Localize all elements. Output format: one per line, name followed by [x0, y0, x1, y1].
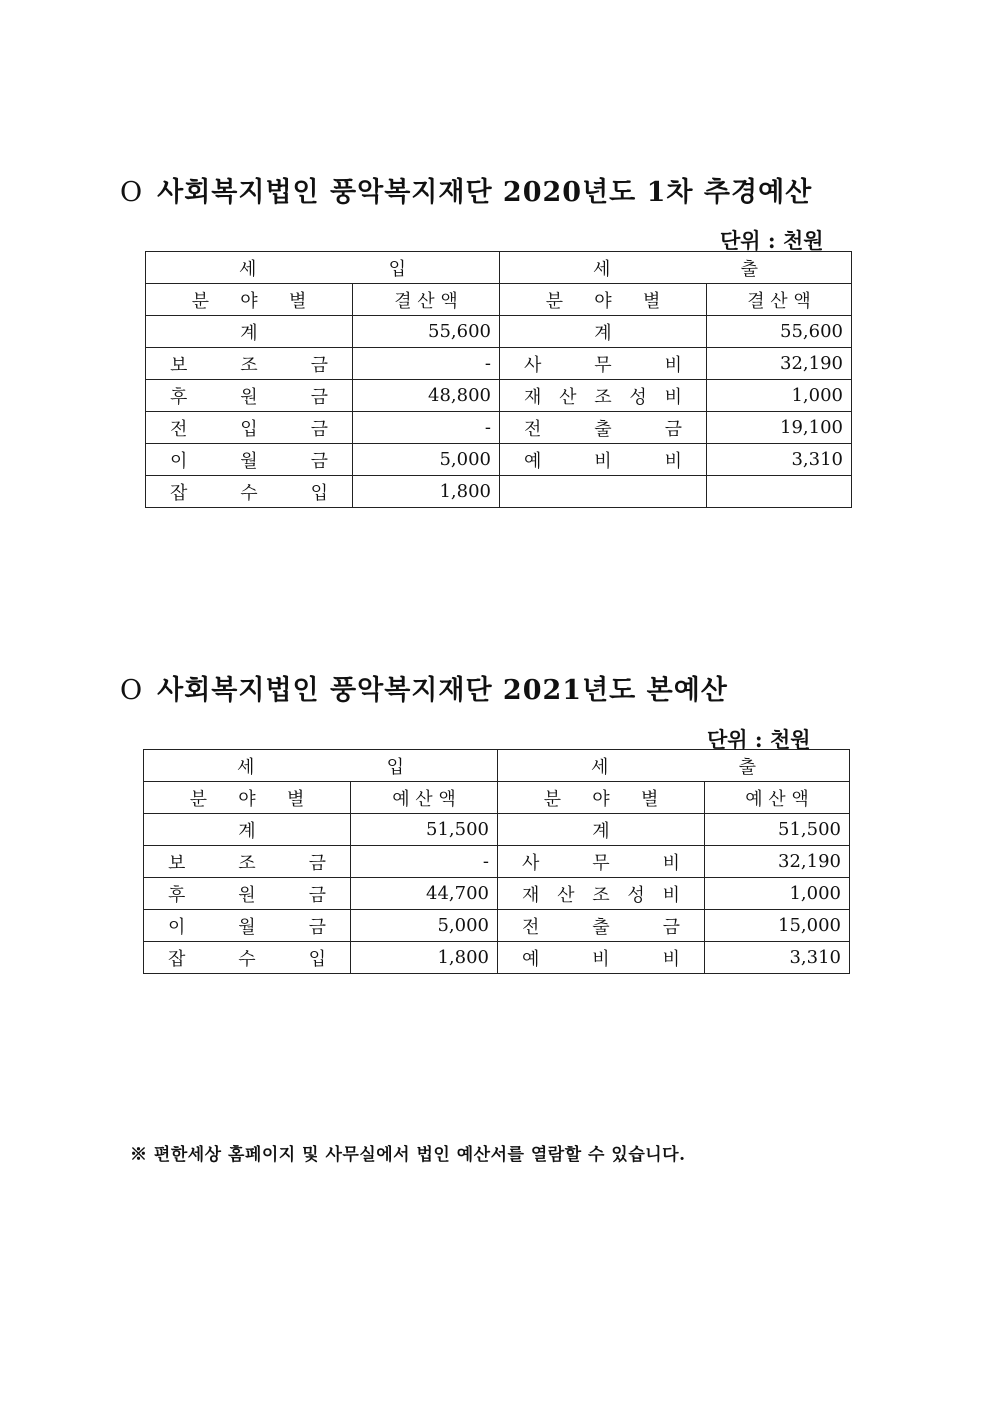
income-label-text	[152, 849, 342, 875]
income-label-char: 금	[310, 450, 328, 472]
income-label	[144, 942, 351, 974]
expense-label-char: 예	[522, 948, 540, 970]
expense-label-text	[506, 945, 696, 971]
header-income-char: 입	[388, 258, 406, 280]
income-label-char: 금	[308, 852, 326, 874]
total-row	[146, 316, 852, 348]
income-label-text	[152, 881, 342, 907]
total-income-value: 55,600	[353, 316, 500, 348]
income-label	[144, 910, 351, 942]
income-label-char: 이	[170, 450, 188, 472]
subheader-income-field-char: 별	[288, 290, 307, 312]
header-row	[146, 252, 852, 284]
header-income	[146, 252, 500, 284]
section1-budget-table	[145, 251, 852, 508]
subheader-expense-field-char: 야	[594, 290, 612, 312]
expense-value: 1,000	[705, 878, 850, 910]
expense-value: 32,190	[705, 846, 850, 878]
expense-label	[500, 380, 707, 412]
income-label-text	[154, 479, 344, 505]
income-label	[146, 444, 353, 476]
subheader-income-amount: 예 산 액	[351, 782, 498, 814]
subheader-expense-field-char: 별	[640, 788, 659, 810]
subheader-expense-amount: 결 산 액	[707, 284, 852, 316]
header-income	[144, 750, 498, 782]
income-label-char: 월	[238, 916, 256, 938]
header-expense-text	[508, 255, 843, 281]
income-label-char: 잡	[168, 948, 186, 970]
expense-label-char: 성	[629, 386, 647, 408]
income-label	[146, 476, 353, 508]
subheader-expense-amount: 예 산 액	[705, 782, 850, 814]
income-label-char: 금	[310, 386, 328, 408]
circle-bullet-icon: O	[120, 675, 144, 706]
subheader-income-field-char: 야	[238, 788, 256, 810]
total-income-label: 계	[146, 316, 353, 348]
header-expense	[500, 252, 852, 284]
header-income-char: 입	[386, 756, 404, 778]
subheader-income-field-char: 분	[191, 290, 210, 312]
income-label-char: 입	[310, 482, 328, 504]
subheader-income-field-text	[154, 287, 344, 313]
expense-label	[500, 444, 707, 476]
expense-label-char: 출	[592, 916, 610, 938]
section2-budget-table	[143, 749, 850, 974]
expense-value: 3,310	[705, 942, 850, 974]
footnote: ※ 편한세상 홈페이지 및 사무실에서 법인 예산서를 열람할 수 있습니다.	[130, 1145, 686, 1165]
income-label	[146, 380, 353, 412]
total-expense-value: 55,600	[707, 316, 852, 348]
expense-label-char: 비	[662, 852, 680, 874]
header-income-char: 세	[239, 258, 257, 280]
expense-label-char: 예	[524, 450, 542, 472]
income-value: -	[353, 412, 500, 444]
table-row	[144, 910, 850, 942]
subheader-income-field	[144, 782, 351, 814]
section1-title-text: 사회복지법인 풍악복지재단 2020년도 1차 추경예산	[157, 177, 813, 208]
income-label-char: 보	[170, 354, 188, 376]
table-row	[146, 380, 852, 412]
header-expense-text	[506, 753, 841, 779]
expense-label-char: 금	[662, 916, 680, 938]
header-expense	[498, 750, 850, 782]
expense-label	[498, 910, 705, 942]
income-label	[146, 348, 353, 380]
expense-value: 19,100	[707, 412, 852, 444]
income-label	[144, 878, 351, 910]
income-label-char: 잡	[170, 482, 188, 504]
expense-value	[707, 476, 852, 508]
subheader-income-field-char: 별	[286, 788, 305, 810]
income-label-text	[154, 383, 344, 409]
expense-label-char: 전	[524, 418, 542, 440]
income-value: 5,000	[351, 910, 498, 942]
expense-label	[500, 348, 707, 380]
subheader-expense-field-char: 분	[543, 788, 562, 810]
table-row	[144, 846, 850, 878]
expense-label-char: 조	[592, 884, 610, 906]
expense-value: 32,190	[707, 348, 852, 380]
expense-label-text	[506, 913, 696, 939]
subheader-expense-field	[498, 782, 705, 814]
circle-bullet-icon: O	[120, 177, 144, 208]
income-label-char: 전	[170, 418, 188, 440]
subheader-row	[146, 284, 852, 316]
expense-label	[498, 878, 705, 910]
total-expense-label: 계	[500, 316, 707, 348]
income-label-text	[154, 351, 344, 377]
income-label-char: 입	[308, 948, 326, 970]
income-label-char: 금	[310, 354, 328, 376]
income-label-char: 원	[240, 386, 258, 408]
total-row	[144, 814, 850, 846]
expense-label	[498, 846, 705, 878]
header-income-text	[152, 753, 489, 779]
income-label-char: 금	[310, 418, 328, 440]
table-row	[144, 942, 850, 974]
expense-label-char: 무	[592, 852, 610, 874]
table-row	[146, 476, 852, 508]
table-row	[146, 412, 852, 444]
income-label	[146, 412, 353, 444]
expense-label-char: 산	[557, 884, 575, 906]
income-value: 1,800	[353, 476, 500, 508]
total-income-label: 계	[144, 814, 351, 846]
income-label-char: 입	[240, 418, 258, 440]
subheader-expense-field-char: 별	[642, 290, 661, 312]
income-label-char: 원	[238, 884, 256, 906]
expense-value: 3,310	[707, 444, 852, 476]
income-label-text	[154, 447, 344, 473]
expense-label-char: 비	[664, 386, 682, 408]
section2-unit-label: 단위 : 천원	[707, 727, 811, 752]
income-value: 5,000	[353, 444, 500, 476]
income-label-char: 수	[240, 482, 258, 504]
section2-title	[120, 668, 728, 707]
header-expense-char: 출	[738, 756, 756, 778]
expense-label-char: 비	[662, 884, 680, 906]
section2-title-text: 사회복지법인 풍악복지재단 2021년도 본예산	[157, 675, 728, 706]
expense-label-char: 비	[664, 450, 682, 472]
section1-unit-label: 단위 : 천원	[720, 228, 824, 253]
subheader-income-field-char: 분	[189, 788, 208, 810]
subheader-income-field-char: 야	[240, 290, 258, 312]
header-expense-char: 세	[593, 258, 611, 280]
table-row	[146, 348, 852, 380]
expense-label	[500, 476, 707, 508]
expense-label-text	[506, 881, 696, 907]
expense-label-char: 비	[594, 450, 612, 472]
subheader-expense-field	[500, 284, 707, 316]
table-row	[146, 444, 852, 476]
header-expense-char: 출	[740, 258, 758, 280]
income-value: -	[351, 846, 498, 878]
income-value: 48,800	[353, 380, 500, 412]
table-row	[144, 878, 850, 910]
expense-label-char: 비	[664, 354, 682, 376]
subheader-income-amount: 결 산 액	[353, 284, 500, 316]
expense-label-char: 금	[664, 418, 682, 440]
total-income-value: 51,500	[351, 814, 498, 846]
income-label-char: 금	[308, 884, 326, 906]
income-label-text	[154, 415, 344, 441]
income-label-char: 후	[170, 386, 188, 408]
expense-label	[500, 412, 707, 444]
section1-title	[120, 170, 812, 209]
expense-label-char: 전	[522, 916, 540, 938]
expense-label-char: 사	[522, 852, 540, 874]
subheader-expense-field-text	[508, 287, 698, 313]
income-label-text	[152, 945, 342, 971]
header-row	[144, 750, 850, 782]
income-label-char: 조	[240, 354, 258, 376]
section1-table-body	[146, 252, 852, 508]
subheader-expense-field-text	[506, 785, 696, 811]
expense-label-char: 재	[524, 386, 542, 408]
section2-table-body	[144, 750, 850, 974]
total-expense-value: 51,500	[705, 814, 850, 846]
subheader-expense-field-char: 야	[592, 788, 610, 810]
subheader-row	[144, 782, 850, 814]
expense-label-text	[508, 351, 698, 377]
expense-label-text	[506, 849, 696, 875]
total-expense-label: 계	[498, 814, 705, 846]
expense-label-char: 무	[594, 354, 612, 376]
income-label-char: 조	[238, 852, 256, 874]
expense-label-char: 출	[594, 418, 612, 440]
income-label-char: 이	[168, 916, 186, 938]
expense-label-char: 성	[627, 884, 645, 906]
income-value: 44,700	[351, 878, 498, 910]
expense-label	[498, 942, 705, 974]
header-income-char: 세	[237, 756, 255, 778]
expense-label-text	[508, 447, 698, 473]
subheader-income-field-text	[152, 785, 342, 811]
income-label-char: 보	[168, 852, 186, 874]
expense-label-char: 재	[522, 884, 540, 906]
expense-label-char: 비	[592, 948, 610, 970]
subheader-income-field	[146, 284, 353, 316]
expense-value: 1,000	[707, 380, 852, 412]
expense-label-char: 사	[524, 354, 542, 376]
subheader-expense-field-char: 분	[545, 290, 564, 312]
expense-label-char: 조	[594, 386, 612, 408]
expense-label-char: 비	[662, 948, 680, 970]
income-label-char: 후	[168, 884, 186, 906]
income-label	[144, 846, 351, 878]
expense-label-char: 산	[559, 386, 577, 408]
expense-label-text	[508, 383, 698, 409]
income-label-char: 월	[240, 450, 258, 472]
income-value: -	[353, 348, 500, 380]
income-label-char: 수	[238, 948, 256, 970]
header-expense-char: 세	[591, 756, 609, 778]
income-label-char: 금	[308, 916, 326, 938]
income-label-text	[152, 913, 342, 939]
income-value: 1,800	[351, 942, 498, 974]
header-income-text	[154, 255, 491, 281]
expense-value: 15,000	[705, 910, 850, 942]
expense-label-text	[508, 415, 698, 441]
